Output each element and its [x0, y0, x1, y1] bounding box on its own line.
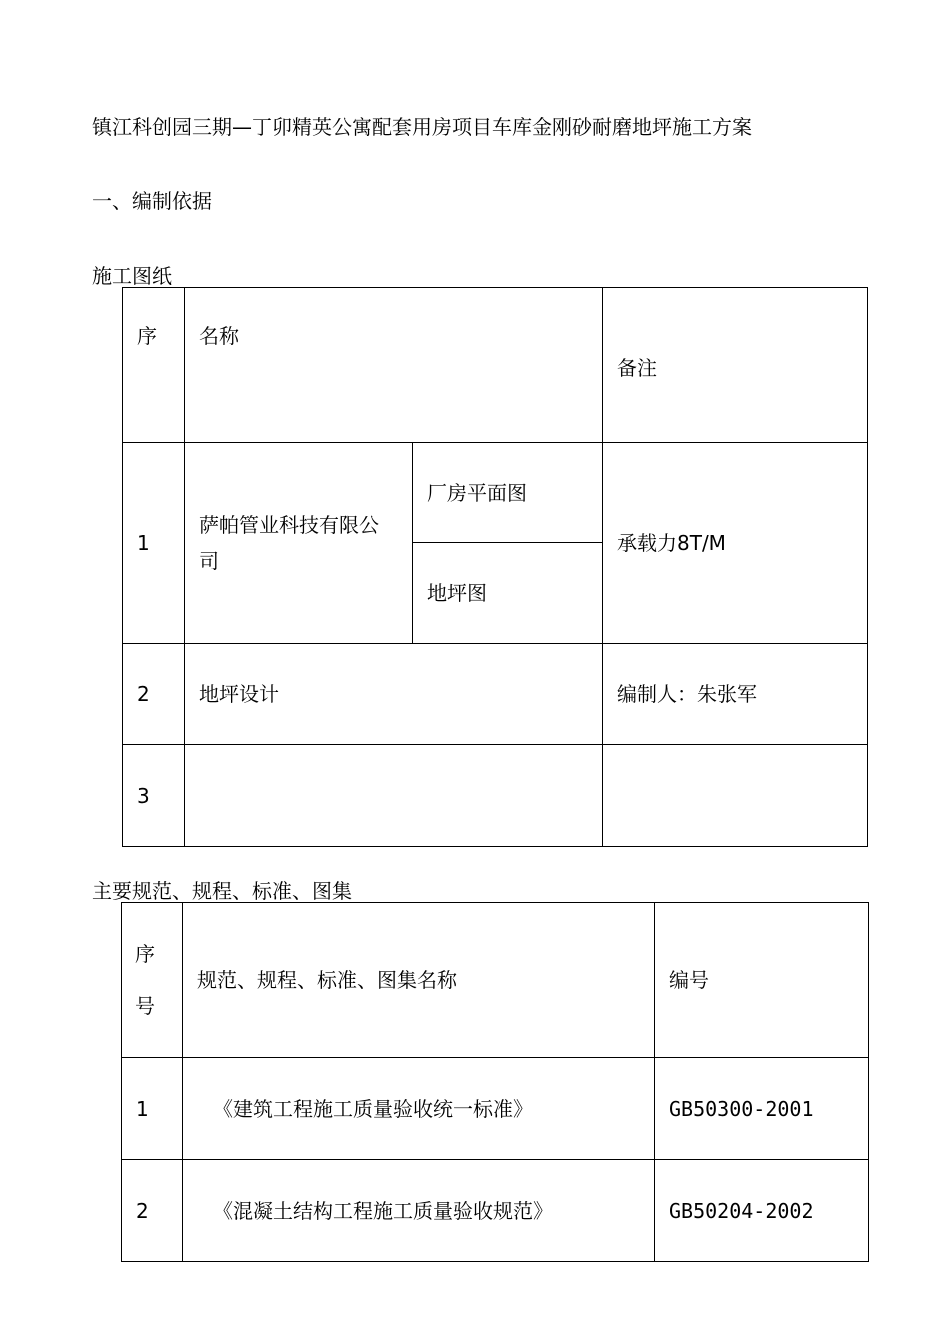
table-row: [123, 745, 868, 847]
table-header-row: [122, 903, 869, 1058]
row-name: 《建筑工程施工质量验收统一标准》: [183, 1058, 655, 1160]
row-seq: 2: [122, 1160, 183, 1262]
header-name: 名称: [185, 288, 603, 443]
row-name: 萨帕管业科技有限公司: [185, 443, 413, 644]
table-row: [123, 443, 868, 543]
drawings-table: [122, 287, 868, 847]
row-seq: 1: [123, 443, 185, 644]
row-name: 《混凝土结构工程施工质量验收规范》: [183, 1160, 655, 1262]
row-remark: [603, 745, 868, 847]
header-seq: 序: [123, 288, 185, 443]
section-heading-basis: 一、编制依据: [92, 189, 212, 213]
header-seq: [122, 903, 183, 1058]
table-row: [122, 1058, 869, 1160]
header-seq-line1: 序: [135, 942, 155, 966]
document-title: 镇江科创园三期—丁卯精英公寓配套用房项目车库金刚砂耐磨地坪施工方案: [92, 115, 752, 139]
table-header-row: [123, 288, 868, 443]
row-remark: 编制人：朱张军: [603, 644, 868, 745]
table-row: [123, 644, 868, 745]
row-seq: 2: [123, 644, 185, 745]
header-code: 编号: [655, 903, 869, 1058]
subheading-standards: 主要规范、规程、标准、图集: [92, 879, 352, 903]
header-remark: 备注: [603, 288, 868, 443]
row-item: 地坪图: [413, 543, 603, 644]
row-code: GB50204-2002: [655, 1160, 869, 1262]
table-row: [122, 1160, 869, 1262]
row-seq: 1: [122, 1058, 183, 1160]
header-name: 规范、规程、标准、图集名称: [183, 903, 655, 1058]
subheading-drawings: 施工图纸: [92, 264, 172, 288]
row-name: [185, 745, 603, 847]
row-item: 厂房平面图: [413, 443, 603, 543]
row-code: GB50300-2001: [655, 1058, 869, 1160]
standards-table: [121, 902, 869, 1262]
row-name: 地坪设计: [185, 644, 603, 745]
row-seq: 3: [123, 745, 185, 847]
header-seq-line2: 号: [135, 994, 155, 1018]
row-remark: 承载力8T/M: [603, 443, 868, 644]
